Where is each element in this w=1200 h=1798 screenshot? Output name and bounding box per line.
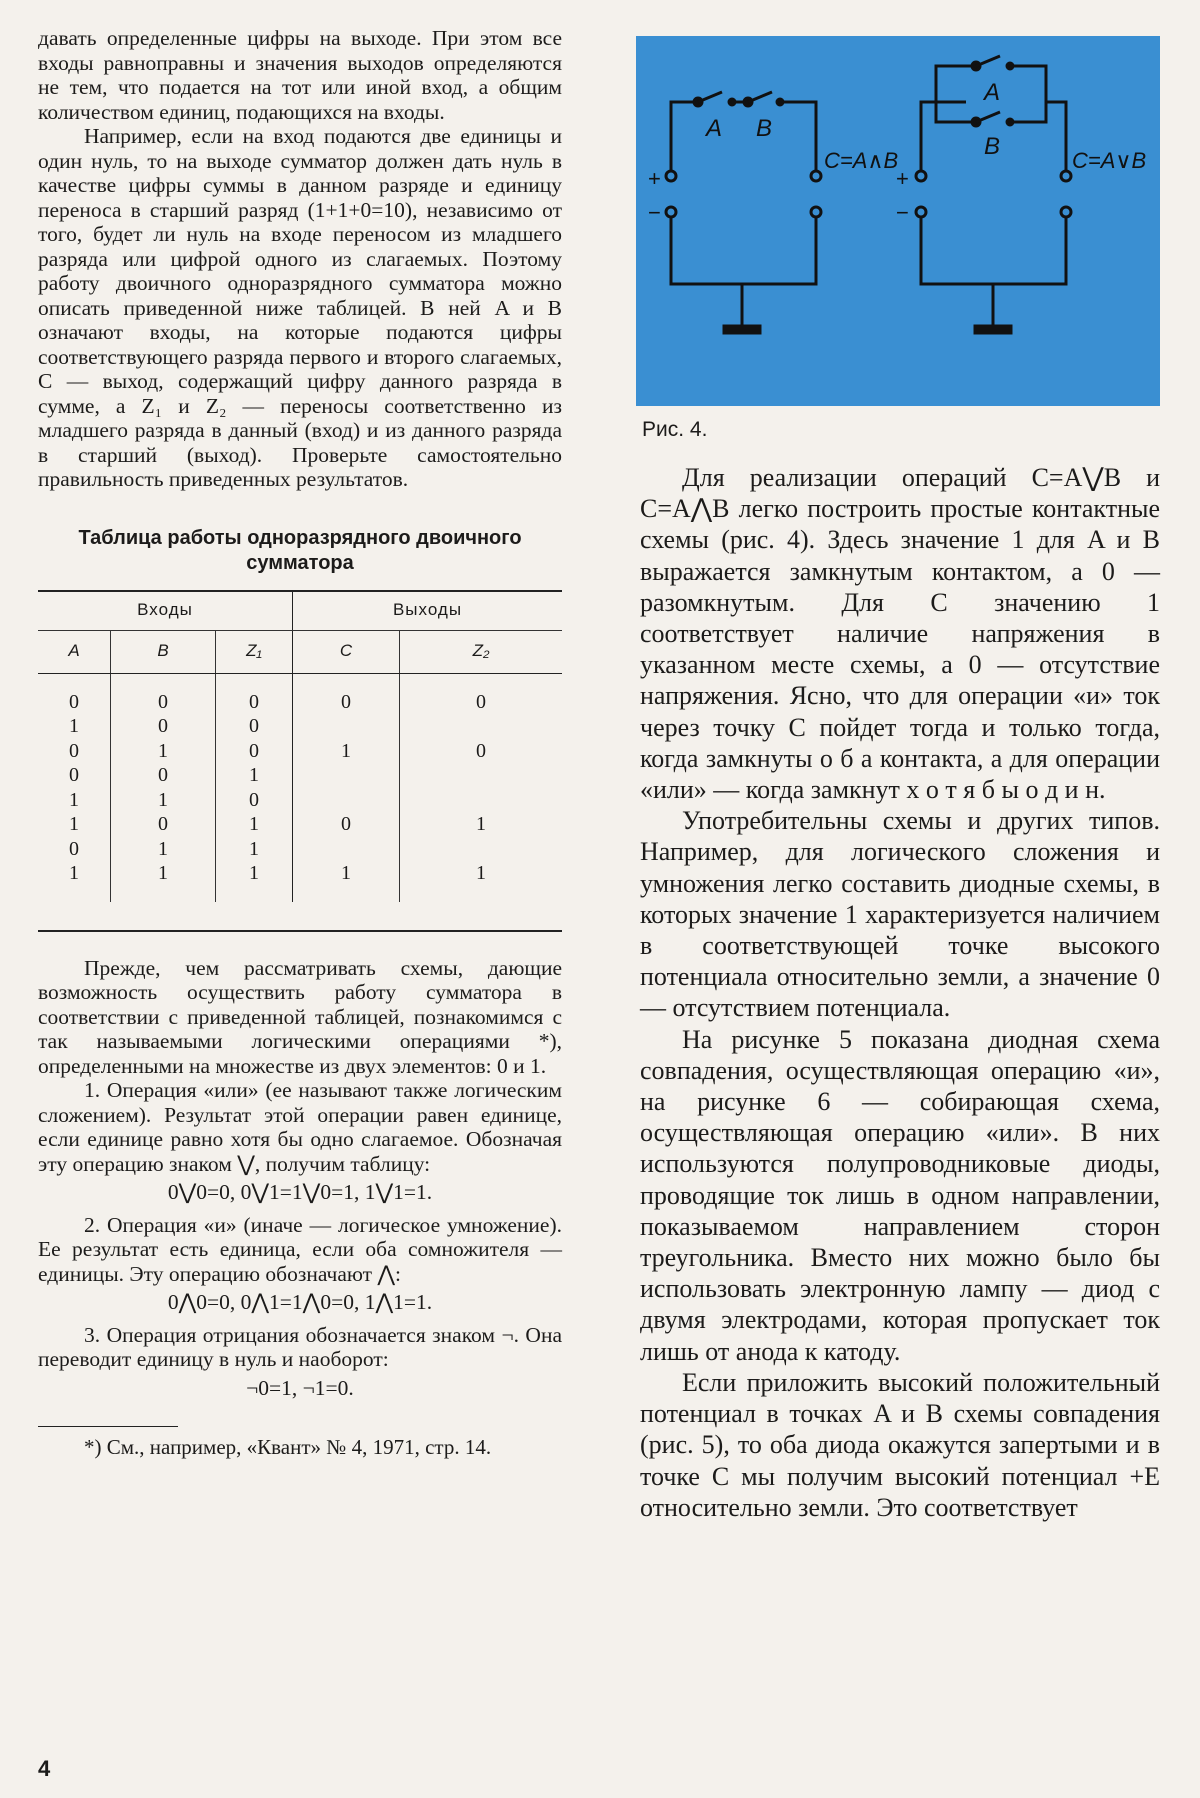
col-header-z1: Z₁ xyxy=(216,630,293,673)
formula-not: ¬0=1, ¬1=0. xyxy=(246,1375,354,1400)
and-wire-top-left xyxy=(671,102,696,176)
paragraph: 1. Операция «или» (ее называют также логическим сложением). Результат этой операции равен единице, если единице равно хотя бы одно слагаемое. Обозначая эту операцию знаком ⋁, получим таблицу: xyxy=(38,1078,562,1176)
figure-caption: Рис. 4. xyxy=(642,418,708,441)
or-label-a: A xyxy=(984,79,1001,106)
and-label-a: A xyxy=(706,115,723,142)
and-ground-icon xyxy=(724,326,760,333)
or-contact-a-blade xyxy=(976,56,1000,66)
paragraph: 3. Операция отрицания обозначается знаком ¬. Она переводит единицу в нуль и наоборот: xyxy=(38,1322,562,1371)
col-a-values: 0 1 0 0 1 1 0 1 xyxy=(69,690,79,884)
and-wire-top-right xyxy=(780,102,816,176)
and-contact-a-blade xyxy=(698,92,722,102)
table-title: Таблица работы одноразрядного двоичного сумматора xyxy=(78,526,522,574)
paragraph: Если приложить высокий положительный потенциал в точках A и B схемы совпадения (рис. 5), то оба диода окажутся запертыми и в точке C мы получим высокий потенциал +E относительно земли. Это соответствует xyxy=(640,1367,1160,1522)
or-output-label: C=A∨B xyxy=(1072,148,1147,173)
formula-and: 0⋀0=0, 0⋀1=1⋀0=0, 1⋀1=1. xyxy=(167,1290,433,1314)
col-z2-values: 0 0 1 1 xyxy=(400,690,563,886)
paragraph: Употребительны схемы и других типов. Например, для логического сложения и умножения легко составить диодные схемы, в которых значение 1 характеризуется наличием в соответствующей точке высокого потенциала относительно земли, а значение 0 — отсутствием потенциала. xyxy=(640,806,1160,1023)
outputs-header: Выходы xyxy=(293,592,563,631)
and-output-label: C=A∧B xyxy=(824,148,899,173)
paragraph: На рисунке 5 показана диодная схема совпадения, осуществляющая операцию «и», на рисунке 6 — собирающая схема, осуществляющая операцию «или». В них используются полупроводниковые диоды, проводящие ток лишь в одном направлении, показываемом направлением сторон треугольника. Вместо них можно было бы использовать электронную лампу — диод с двумя электродами, которая пропускает ток лишь от анода к катоду. xyxy=(640,1024,1160,1366)
or-plus-label: + xyxy=(896,166,909,191)
col-header-b: B xyxy=(111,630,216,673)
paragraph: 2. Операция «и» (иначе — логическое умножение). Ее результат есть единица, если оба сомножителя — единицы. Эту операцию обозначают ⋀: xyxy=(38,1212,562,1286)
or-ground-icon xyxy=(975,326,1011,333)
right-column xyxy=(640,462,1160,1523)
and-wire-bottom xyxy=(671,217,816,284)
or-wire-top-right xyxy=(1046,102,1066,176)
paragraph: Например, если на вход подаются две единицы и один нуль, то на выходе сумматор должен дать нуль в качестве цифры суммы в данном разряде и единицу переноса в старший разряд (1+1+0=10), независимо от того, будет ли нуль на входе переносом из младшего разряда или цифрой одного из слагаемых. Поэтому работу двоичного одноразрядного сумматора можно описать приведенной ниже таблицей. В ней A и B означают входы, на которые подаются цифры соответствующего разряда первого и второго слагаемых, C — выход, содержащий цифру данного разряда в сумме, а Z₁ и Z₂ — переносы соответственно из младшего разряда в данный (вход) и из данного разряда в старший (выход). Проверьте самостоятельно правильность приведенных результатов. xyxy=(38,124,562,491)
inputs-header: Входы xyxy=(38,592,293,631)
or-wire-top-left xyxy=(921,102,966,176)
or-label-b: B xyxy=(984,133,1001,160)
circuit-diagram xyxy=(636,36,1160,406)
formula-or: 0⋁0=0, 0⋁1=1⋁0=1, 1⋁1=1. xyxy=(167,1180,433,1204)
and-plus-label: + xyxy=(648,166,661,191)
footnote: *) См., например, «Квант» № 4, 1971, стр. 14. xyxy=(84,1435,492,1459)
page-number: 4 xyxy=(38,1756,51,1781)
paragraph: Для реализации операций C=A⋁B и C=A⋀B легко построить простые контактные схемы (рис. 4). Здесь значение 1 для A и B выражается замкнутым контактом, а 0 — разомкнутым. Для C значению 1 соответствует наличие напряжения в указанном месте схемы, а 0 — отсутствие напряжения. Ясно, что для операции «и» ток через точку C пойдет тогда и только тогда, когда замкнуты о б а контакта, а для операции «или» — когда замкнут х о т я б ы о д и н. xyxy=(640,463,1160,805)
footnote-rule xyxy=(38,1426,178,1427)
col-header-c: C xyxy=(293,630,400,673)
adder-table xyxy=(38,590,562,932)
col-header-z2: Z₂ xyxy=(400,630,563,673)
and-minus-label: − xyxy=(648,200,661,225)
or-wire-bottom xyxy=(921,217,1066,284)
col-header-a: A xyxy=(38,630,111,673)
figure-contact-circuits xyxy=(636,36,1160,406)
col-c-values: 0 1 0 1 xyxy=(293,690,400,886)
or-contact-b-blade xyxy=(976,112,1000,122)
or-minus-label: − xyxy=(896,200,909,225)
paragraph: давать определенные цифры на выходе. При этом все входы равноправны и значения выходов определяются не тем, что подается на тот или иной вход, а общим количеством единиц, подающихся на входы. xyxy=(38,26,562,124)
and-contact-b-blade xyxy=(748,92,772,102)
left-column xyxy=(38,26,562,1459)
and-label-b: B xyxy=(756,115,773,142)
paragraph: Прежде, чем рассматривать схемы, дающие возможность осуществить работу сумматора в соответствии с приведенной таблицей, познакомимся с так называемыми логическими операциями *), определенными на множестве из двух элементов: 0 и 1. xyxy=(38,955,562,1078)
col-z1-values: 0 0 0 1 0 1 1 1 xyxy=(216,690,293,886)
col-b-values: 0 0 1 0 1 0 1 1 xyxy=(111,690,216,886)
